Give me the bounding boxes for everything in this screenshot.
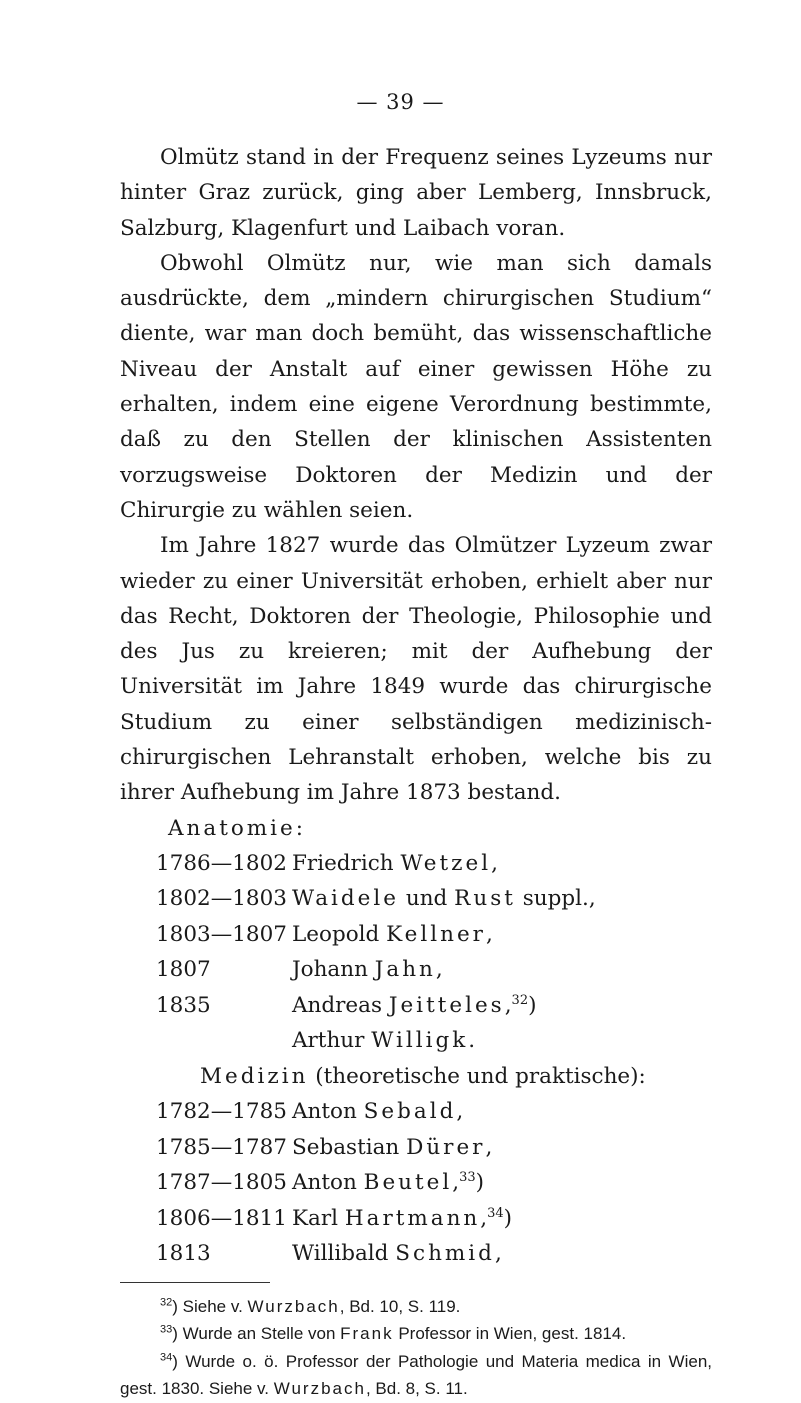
entry-years: 1806—1811 <box>156 1205 287 1231</box>
entry-years: 1785—1787 <box>156 1134 287 1160</box>
paragraph-3: Im Jahre 1827 wurde das Olmützer Lyzeum zwar wieder zu einer Universität erhoben, erhielt aber nur das Recht, Doktoren der Theologie, Philosophie und des Jus zu kreieren; mit der Aufhebung der Universität im Jahre 1849 wurde das chirurgische Studium zu einer selbständigen medizinisch-chirurgischen Lehranstalt erhoben, welche bis zu ihrer Aufhebung im Jahre 1873 bestand. <box>120 533 712 806</box>
list-item <box>156 881 712 917</box>
medizin-list <box>120 1094 712 1272</box>
footnote-ref[interactable]: 32 <box>511 992 529 1008</box>
entry-name: Sebastian Dürer, <box>292 1134 493 1160</box>
entry-years: 1787—1805 <box>156 1170 287 1196</box>
footnotes <box>120 1293 717 1403</box>
anatomie-heading-text: Anatomie: <box>168 815 307 841</box>
entry-name: Johann Jahn, <box>292 957 443 983</box>
entry-name: Leopold Kellner, <box>292 921 493 947</box>
footnote-divider <box>120 1282 270 1283</box>
entry-name: Andreas Jeitteles,$^{32}$) <box>292 992 537 1018</box>
list-item <box>156 1165 712 1201</box>
page-number: — 39 — <box>356 90 445 114</box>
footnote: $^{32}$) Siehe v. Wurzbach, Bd. 10, S. 119. <box>160 1296 461 1316</box>
medizin-heading <box>120 1059 712 1094</box>
entry-name: Anton Sebald, <box>292 1099 464 1125</box>
entry-years: 1803—1807 <box>156 921 287 947</box>
footnote-ref[interactable]: 33 <box>459 1170 476 1186</box>
footnote: $^{34}$) Wurde o. ö. Professor der Pathologie und Materia medica in Wien, gest. 1830. Siehe v. Wurzbach, Bd. 8, S. 11. <box>120 1351 717 1399</box>
entry-years: 1802—1803 <box>156 886 287 912</box>
list-item <box>156 846 712 882</box>
list-item <box>156 988 712 1024</box>
list-item <box>156 1201 712 1237</box>
list-item <box>156 917 712 953</box>
entry-years: 1807 <box>156 957 211 983</box>
entry-years: 1813 <box>156 1241 211 1267</box>
footnote-number: 32 <box>160 1296 173 1309</box>
anatomie-list <box>120 846 712 1059</box>
medizin-heading-rest: (theoretische und praktische): <box>308 1063 646 1089</box>
list-item <box>156 1094 712 1130</box>
list-item <box>156 1130 712 1166</box>
footnote-ref[interactable]: 34 <box>487 1205 504 1221</box>
paragraph-2: Obwohl Olmütz nur, wie man sich damals ausdrückte, dem „mindern chirurgischen Studium“ diente, war man doch bemüht, das wissenschaftliche Niveau der Anstalt auf einer gewissen Höhe zu erhalten, indem eine eigene Verordnung bestimmte, daß zu den Stellen der klinischen Assistenten vorzugsweise Doktoren der Medizin und der Chirurgie zu wählen seien. <box>120 250 712 523</box>
list-item <box>156 1023 712 1059</box>
medizin-heading-spaced: Medizin <box>200 1063 309 1089</box>
entry-name: Willibald Schmid, <box>292 1241 502 1267</box>
anatomie-heading <box>120 811 712 846</box>
footnote-number: 34 <box>160 1351 173 1364</box>
entry-name: Anton Beutel,$^{33}$) <box>292 1170 485 1196</box>
footnote: $^{33}$) Wurde an Stelle von Frank Professor in Wien, gest. 1814. <box>160 1323 627 1344</box>
entry-name: Waidele und Rust suppl., <box>292 886 596 912</box>
entry-name: Karl Hartmann,$^{34}$) <box>292 1205 513 1231</box>
entry-years: 1786—1802 <box>156 850 287 876</box>
list-item <box>156 1236 712 1272</box>
entry-name: Friedrich Wetzel, <box>292 850 498 876</box>
entry-years: 1782—1785 <box>156 1099 287 1125</box>
entry-name: Arthur Willigk. <box>292 1028 476 1054</box>
entry-years: 1835 <box>156 992 211 1018</box>
paragraph-1: Olmütz stand in der Frequenz seines Lyzeums nur hinter Graz zurück, ging aber Lemberg, Innsbruck, Salzburg, Klagenfurt und Laibach voran. <box>120 145 712 241</box>
body-text <box>120 140 717 1403</box>
footnote-number: 33 <box>160 1323 173 1336</box>
list-item <box>156 952 712 988</box>
